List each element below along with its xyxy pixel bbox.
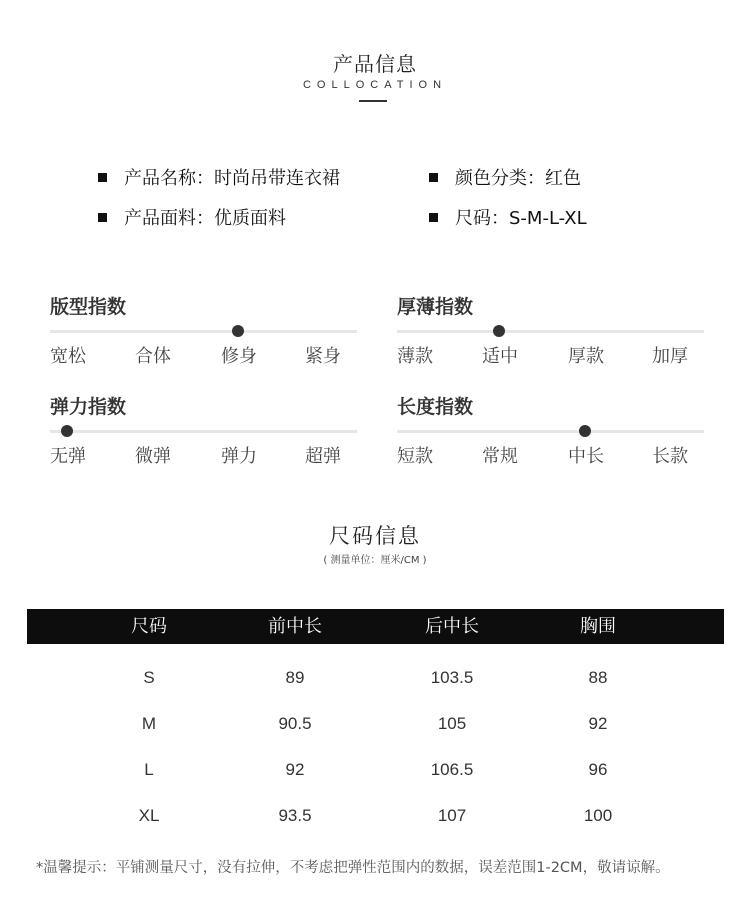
- index-option: 短款: [397, 446, 433, 467]
- index-option: 加厚: [652, 346, 688, 367]
- spec-fabric: [98, 204, 286, 230]
- index-option: 薄款: [397, 346, 433, 367]
- index-fit: [50, 292, 360, 372]
- index-option: 超弹: [305, 446, 341, 467]
- table-header-cell: 前中长: [268, 616, 322, 637]
- index-option: 合体: [135, 346, 171, 367]
- table-cell: 88: [588, 668, 608, 687]
- bullet-square-icon: [98, 173, 107, 182]
- table-cell: 107: [437, 806, 467, 825]
- index-title: 厚薄指数: [397, 296, 474, 318]
- table-header: [27, 609, 724, 644]
- title-underline: [359, 100, 387, 102]
- index-indicator: [61, 425, 73, 437]
- spec-label: 产品名称：时尚吊带连衣裙: [124, 168, 340, 189]
- size-info-title: 尺码信息: [329, 524, 421, 548]
- table-row: [27, 668, 724, 714]
- index-option: 弹力: [221, 446, 257, 467]
- table-row: [27, 714, 724, 760]
- spec-size: [429, 204, 587, 230]
- table-cell: L: [144, 760, 154, 779]
- index-track: [397, 430, 704, 433]
- table-cell: 92: [285, 760, 305, 779]
- index-title: 弹力指数: [50, 396, 127, 418]
- index-option: 紧身: [305, 346, 341, 367]
- spec-product-name: [98, 164, 340, 190]
- index-indicator: [232, 325, 244, 337]
- index-title: 长度指数: [397, 396, 474, 418]
- table-cell: 100: [583, 806, 613, 825]
- table-header-cell: 后中长: [425, 616, 479, 637]
- table-cell: S: [143, 668, 155, 687]
- table-header-cell: 胸围: [580, 616, 616, 637]
- index-indicator: [579, 425, 591, 437]
- index-track: [50, 330, 357, 333]
- bullet-square-icon: [429, 173, 438, 182]
- spec-label: 产品面料：优质面料: [124, 208, 286, 229]
- table-cell: 93.5: [278, 806, 312, 825]
- index-option: 无弹: [50, 446, 86, 467]
- table-row: [27, 806, 724, 852]
- index-option: 长款: [652, 446, 688, 467]
- index-track: [397, 330, 704, 333]
- index-option: 常规: [482, 446, 518, 467]
- index-option: 微弹: [135, 446, 171, 467]
- index-option: 宽松: [50, 346, 86, 367]
- index-elasticity: [50, 392, 360, 472]
- table-cell: M: [141, 714, 157, 733]
- table-cell: 105: [437, 714, 467, 733]
- index-option: 适中: [482, 346, 518, 367]
- table-cell: 89: [285, 668, 305, 687]
- index-option: 中长: [568, 446, 604, 467]
- index-thickness: [397, 292, 707, 372]
- table-cell: 103.5: [430, 668, 474, 687]
- index-track: [50, 430, 357, 433]
- table-row: [27, 760, 724, 806]
- table-header-cell: 尺码: [131, 616, 167, 637]
- measurement-unit-note: ( 测量单位：厘米/CM ): [323, 555, 427, 566]
- spec-color: [429, 164, 581, 190]
- table-cell: 90.5: [278, 714, 312, 733]
- product-info-title: 产品信息: [333, 52, 417, 76]
- table-cell: 92: [588, 714, 608, 733]
- bullet-square-icon: [98, 213, 107, 222]
- measurement-tip: *温馨提示：平铺测量尺寸，没有拉伸，不考虑把弹性范围内的数据，误差范围1-2CM，敬请谅解。: [36, 860, 670, 876]
- bullet-square-icon: [429, 213, 438, 222]
- spec-label: 尺码：S-M-L-XL: [455, 208, 587, 229]
- table-cell: 96: [588, 760, 608, 779]
- table-cell: 106.5: [430, 760, 474, 779]
- table-body: [27, 668, 724, 852]
- index-indicator: [493, 325, 505, 337]
- index-title: 版型指数: [50, 296, 127, 318]
- spec-label: 颜色分类：红色: [455, 168, 581, 189]
- product-info-subtitle: COLLOCATION: [302, 79, 448, 91]
- index-length: [397, 392, 707, 472]
- index-option: 厚款: [568, 346, 604, 367]
- size-table: [27, 609, 724, 852]
- table-cell: XL: [138, 806, 160, 825]
- index-option: 修身: [221, 346, 257, 367]
